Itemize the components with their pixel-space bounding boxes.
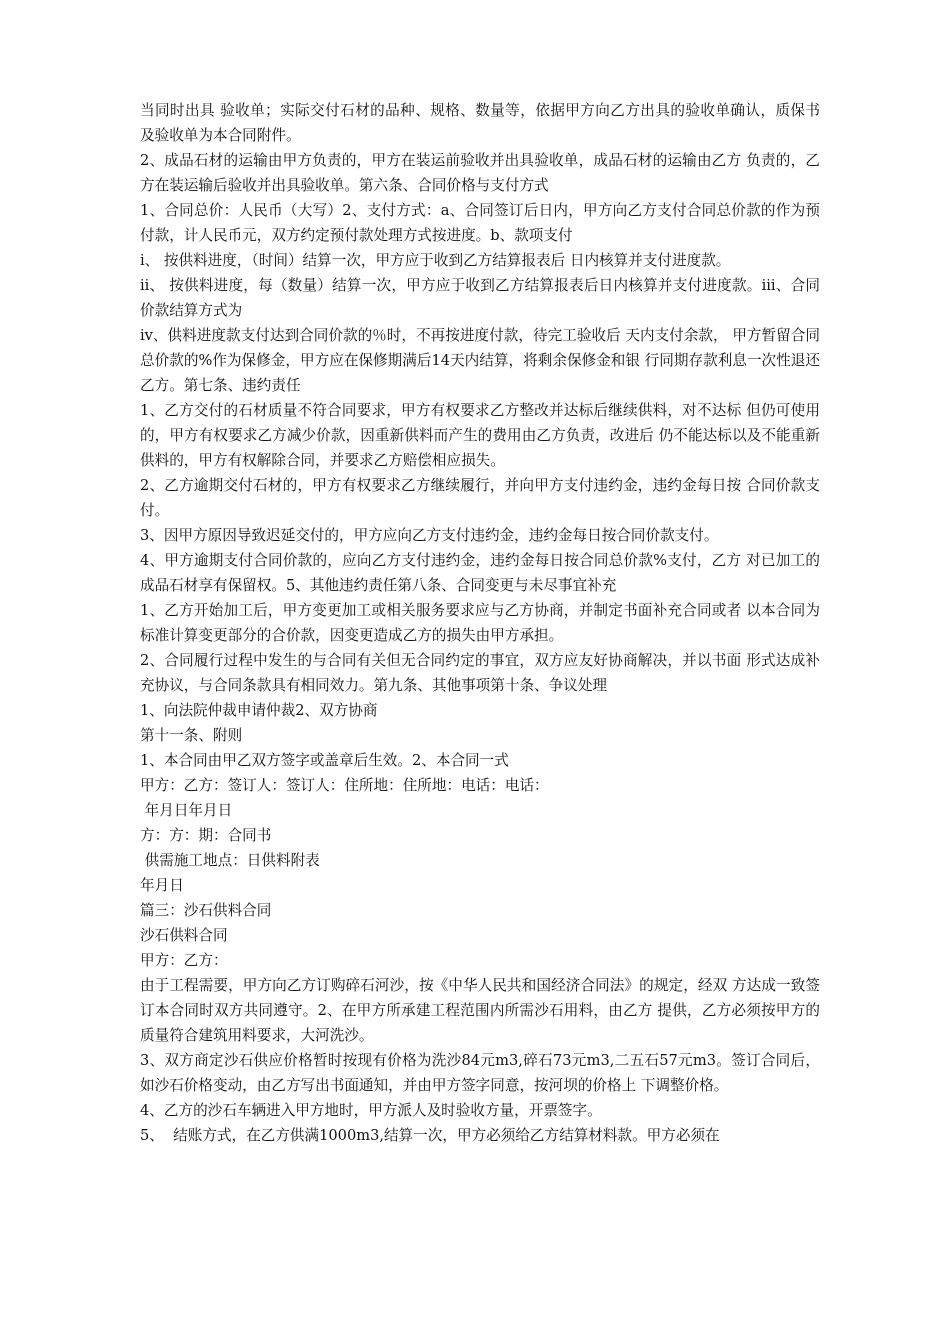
paragraph-dispute: 1、向法院仲裁申请仲裁2、双方协商 — [140, 702, 378, 719]
paragraph-transport: 2、成品石材的运输由甲方负责的，甲方在装运前验收并出具验收单，成品石材的运输由乙方 负责的，乙方在装运输后验收并出具验收单。第六条、合同价格与支付方式 — [140, 152, 820, 194]
paragraph-fragment-parties: 方：方：期：合同书 — [140, 827, 272, 844]
section-title-part-three: 篇三：沙石供料合同 — [140, 902, 272, 919]
contract-title: 沙石供料合同 — [140, 927, 228, 944]
document-page — [140, 98, 825, 1148]
paragraph-change-2: 2、合同履行过程中发生的与合同有关但无合同约定的事宜，双方应友好协商解决，并以书面 形式达成补充协议，与合同条款具有相同效力。第九条、其他事项第十条、争议处理 — [140, 652, 820, 694]
paragraph-payment-iv: iv、供料进度款支付达到合同价款的％时，不再按进度付款，待完工验收后 天内支付余款， 甲方暂留合同总价款的%作为保修金，甲方应在保修期满后14天内结算，将剩余保修金和银 行同期存款利息一次性退还乙方。第七条、违约责任 — [140, 327, 820, 394]
section-heading-article-11: 第十一条、附则 — [140, 727, 243, 744]
paragraph-total-price: 1、合同总价：人民币（大写）2、支付方式：a、合同签订后日内，甲方向乙方支付合同总价款的作为预付款，计人民币元，双方约定预付款处理方式按进度。b、款项支付 — [140, 202, 820, 244]
paragraph-change-1: 1、乙方开始加工后，甲方变更加工或相关服务要求应与乙方协商，并制定书面补充合同或者 以本合同为标准计算变更部分的合价款，因变更造成乙方的损失由甲方承担。 — [140, 602, 820, 644]
paragraph-fragment-site: 供需施工地点：日供料附表 — [140, 852, 320, 869]
paragraph-sand-acceptance: 4、乙方的沙石车辆进入甲方地时，甲方派人及时验收方量，开票签字。 — [140, 1102, 602, 1119]
paragraph-breach-3: 3、因甲方原因导致迟延交付的，甲方应向乙方支付违约金，违约金每日按合同价款支付。 — [140, 527, 719, 544]
paragraph-effective: 1、本合同由甲乙双方签字或盖章后生效。2、本合同一式 — [140, 752, 509, 769]
paragraph-breach-4: 4、甲方逾期支付合同价款的，应向乙方支付违约金，违约金每日按合同总价款%支付，乙方 对已加工的成品石材享有保留权。5、其他违约责任第八条、合同变更与未尽事宜补充 — [140, 552, 820, 594]
paragraph-breach-2: 2、乙方逾期交付石材的，甲方有权要求乙方继续履行，并向甲方支付违约金，违约金每日按 合同价款支付。 — [140, 477, 820, 519]
paragraph-sand-intro: 由于工程需要，甲方向乙方订购碎石河沙，按《中华人民共和国经济合同法》的规定，经双 方达成一致签订本合同时双方共同遵守。2、在甲方所承建工程范围内所需沙石用料，由乙方 提供，乙方必须按甲方的质量符合建筑用料要求，大河洗沙。 — [140, 977, 820, 1044]
paragraph-breach-1: 1、乙方交付的石材质量不符合同要求，甲方有权要求乙方整改并达标后继续供料，对不达标 但仍可使用的，甲方有权要求乙方减少价款，因重新供料而产生的费用由乙方负责，改进后 仍不能达标以及不能重新供料的，甲方有权解除合同，并要求乙方赔偿相应损失。 — [140, 402, 820, 469]
signature-fields: 甲方：乙方：签订人：签订人：住所地：住所地：电话：电话： — [140, 777, 549, 794]
contract-parties: 甲方：乙方： — [140, 952, 228, 969]
paragraph-acceptance-docs: 当同时出具 验收单；实际交付石材的品种、规格、数量等，依据甲方向乙方出具的验收单确认，质保书 及验收单为本合同附件。 — [140, 102, 825, 144]
paragraph-fragment-date: 年月日 — [140, 877, 184, 894]
paragraph-payment-ii: ii、 按供料进度，每（数量）结算一次，甲方应于收到乙方结算报表后日内核算并支付进度款。iii、合同价款结算方式为 — [140, 277, 820, 319]
signature-dates: 年月日年月日 — [140, 802, 233, 819]
paragraph-payment-i: i、 按供料进度，（时间）结算一次，甲方应于收到乙方结算报表后 日内核算并支付进度款。 — [140, 252, 731, 269]
paragraph-sand-price: 3、双方商定沙石供应价格暂时按现有价格为洗沙84元m3,碎石73元m3,二五石57元m3。签订合同后，如沙石价格变动，由乙方写出书面通知，并由甲方签字同意，按河坝的价格上 下调整价格。 — [140, 1052, 820, 1094]
paragraph-sand-settlement: 5、 结账方式，在乙方供满1000m3,结算一次，甲方必须给乙方结算材料款。甲方必须在 — [140, 1127, 720, 1144]
